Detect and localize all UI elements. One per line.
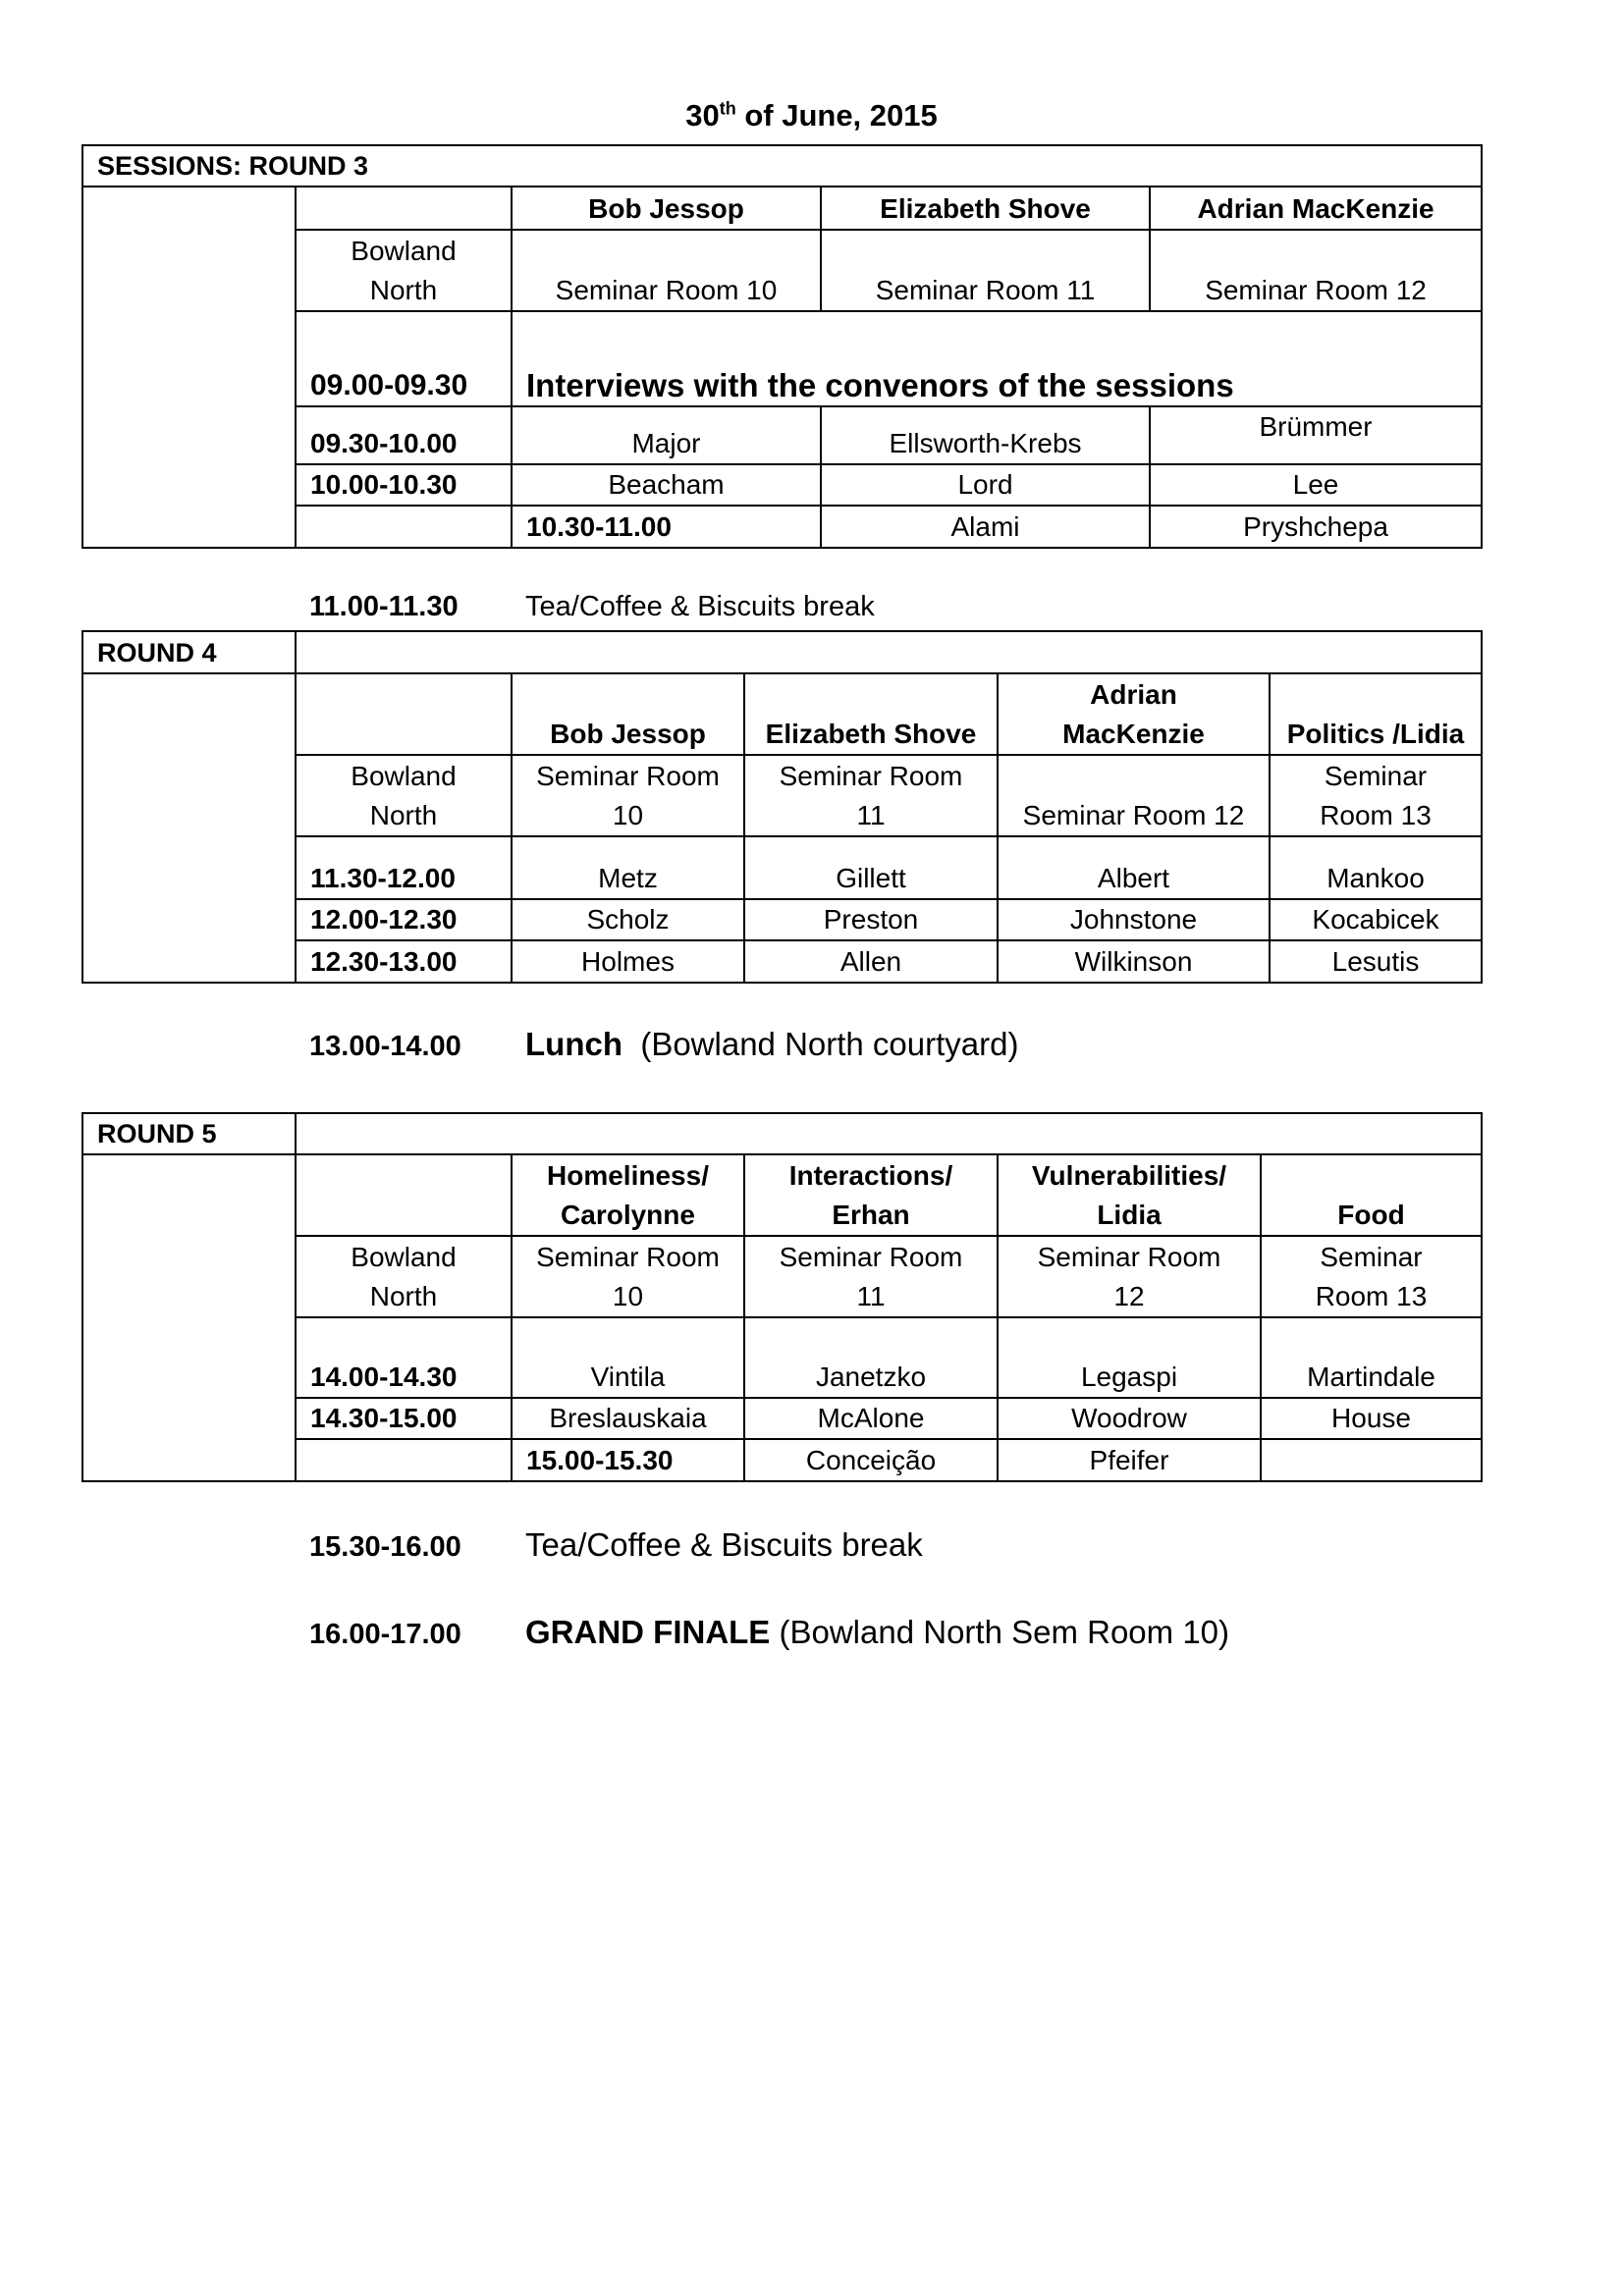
round3-room: Seminar Room 10 <box>512 230 821 311</box>
round4-cell: Allen <box>744 940 998 983</box>
round4-cell: Scholz <box>512 899 744 940</box>
round5-room: Seminar Room 13 <box>1261 1236 1482 1317</box>
empty-cell <box>296 1439 512 1481</box>
empty-cell <box>296 1154 512 1236</box>
title-rest: of June, 2015 <box>735 98 938 133</box>
round5-cell: McAlone <box>744 1398 998 1439</box>
round3-time: 10.00-10.30 <box>296 464 512 506</box>
round4-cell: Mankoo <box>1270 836 1482 899</box>
break2-line <box>309 1526 923 1564</box>
round4-cell: Preston <box>744 899 998 940</box>
round3-cell: Lee <box>1150 464 1482 506</box>
break2-time: 15.30-16.00 <box>309 1531 461 1563</box>
round5-cell: Woodrow <box>998 1398 1261 1439</box>
round3-cell: Pryshchepa <box>1150 506 1482 548</box>
round3-room: Seminar Room 11 <box>821 230 1150 311</box>
round5-cell: Vintila <box>512 1317 744 1398</box>
round3-interview-time: 09.00-09.30 <box>296 311 512 406</box>
empty-cell <box>296 506 512 548</box>
round5-left-blank <box>82 1154 296 1481</box>
round4-time: 11.30-12.00 <box>296 836 512 899</box>
break1-line <box>309 591 875 623</box>
round3-time: 09.30-10.00 <box>296 406 512 464</box>
round5-convenor: Food <box>1261 1154 1482 1236</box>
round5-time: 14.30-15.00 <box>296 1398 512 1439</box>
round4-cell: Gillett <box>744 836 998 899</box>
round4-label: ROUND 4 <box>82 631 296 673</box>
round5-cell: House <box>1261 1398 1482 1439</box>
empty-cell <box>296 631 1482 673</box>
lunch-label: Lunch <box>525 1026 622 1062</box>
page-title <box>0 98 1623 133</box>
lunch-line <box>309 1026 1018 1063</box>
round4-time: 12.30-13.00 <box>296 940 512 983</box>
round5-time: 14.00-14.30 <box>296 1317 512 1398</box>
round5-cell: Conceição <box>744 1439 998 1481</box>
round5-cell <box>1261 1439 1482 1481</box>
round4-convenor: Elizabeth Shove <box>744 673 998 755</box>
title-day: 30 <box>685 98 720 133</box>
round4-cell: Metz <box>512 836 744 899</box>
round4-room: Seminar Room 13 <box>1270 755 1482 836</box>
round5-cell: Breslauskaia <box>512 1398 744 1439</box>
round3-table <box>81 144 1483 549</box>
round3-convenor: Bob Jessop <box>512 187 821 230</box>
round5-room: Seminar Room 12 <box>998 1236 1261 1317</box>
round5-time: 15.00-15.30 <box>512 1439 744 1481</box>
round4-cell: Johnstone <box>998 899 1270 940</box>
round4-cell: Kocabicek <box>1270 899 1482 940</box>
round3-cell: Brümmer <box>1150 406 1482 464</box>
round3-cell: Major <box>512 406 821 464</box>
round5-convenor: Homeliness/ Carolynne <box>512 1154 744 1236</box>
round5-label: ROUND 5 <box>82 1113 296 1154</box>
round3-building: Bowland North <box>296 230 512 311</box>
round5-cell: Legaspi <box>998 1317 1261 1398</box>
title-suffix: th <box>719 98 736 119</box>
round4-room: Seminar Room 12 <box>998 755 1270 836</box>
round4-convenor: Politics /Lidia <box>1270 673 1482 755</box>
round5-convenor: Vulnerabilities/ Lidia <box>998 1154 1261 1236</box>
round4-convenor: Bob Jessop <box>512 673 744 755</box>
round5-cell: Martindale <box>1261 1317 1482 1398</box>
empty-cell <box>296 1113 1482 1154</box>
round3-left-blank <box>82 187 296 548</box>
round3-convenor: Adrian MacKenzie <box>1150 187 1482 230</box>
round4-table <box>81 630 1483 984</box>
empty-cell <box>296 187 512 230</box>
round5-table <box>81 1112 1483 1482</box>
round4-time: 12.00-12.30 <box>296 899 512 940</box>
round4-left-blank <box>82 673 296 983</box>
round3-cell: Lord <box>821 464 1150 506</box>
break2-text: Tea/Coffee & Biscuits break <box>525 1526 923 1563</box>
round4-cell: Albert <box>998 836 1270 899</box>
round4-cell: Lesutis <box>1270 940 1482 983</box>
round4-cell: Holmes <box>512 940 744 983</box>
round5-room: Seminar Room 11 <box>744 1236 998 1317</box>
round5-room: Seminar Room 10 <box>512 1236 744 1317</box>
finale-text: (Bowland North Sem Room 10) <box>770 1614 1230 1650</box>
round3-convenor: Elizabeth Shove <box>821 187 1150 230</box>
round4-building: Bowland North <box>296 755 512 836</box>
finale-time: 16.00-17.00 <box>309 1619 461 1650</box>
lunch-time: 13.00-14.00 <box>309 1031 461 1062</box>
round4-room: Seminar Room 11 <box>744 755 998 836</box>
round3-room: Seminar Room 12 <box>1150 230 1482 311</box>
round5-convenor: Interactions/ Erhan <box>744 1154 998 1236</box>
round5-building: Bowland North <box>296 1236 512 1317</box>
round3-cell: Ellsworth-Krebs <box>821 406 1150 464</box>
round3-cell: Alami <box>821 506 1150 548</box>
empty-cell <box>296 673 512 755</box>
round3-label: SESSIONS: ROUND 3 <box>82 145 1482 187</box>
round5-cell: Pfeifer <box>998 1439 1261 1481</box>
round4-room: Seminar Room 10 <box>512 755 744 836</box>
round3-cell: Beacham <box>512 464 821 506</box>
round4-convenor: Adrian MacKenzie <box>998 673 1270 755</box>
round4-cell: Wilkinson <box>998 940 1270 983</box>
round3-time: 10.30-11.00 <box>512 506 821 548</box>
break1-time: 11.00-11.30 <box>309 591 459 622</box>
finale-label: GRAND FINALE <box>525 1614 771 1650</box>
lunch-text: (Bowland North courtyard) <box>640 1026 1019 1062</box>
round5-cell: Janetzko <box>744 1317 998 1398</box>
break1-text: Tea/Coffee & Biscuits break <box>525 591 875 622</box>
round3-interview-text: Interviews with the convenors of the sessions <box>512 311 1482 406</box>
finale-line <box>309 1614 1229 1651</box>
